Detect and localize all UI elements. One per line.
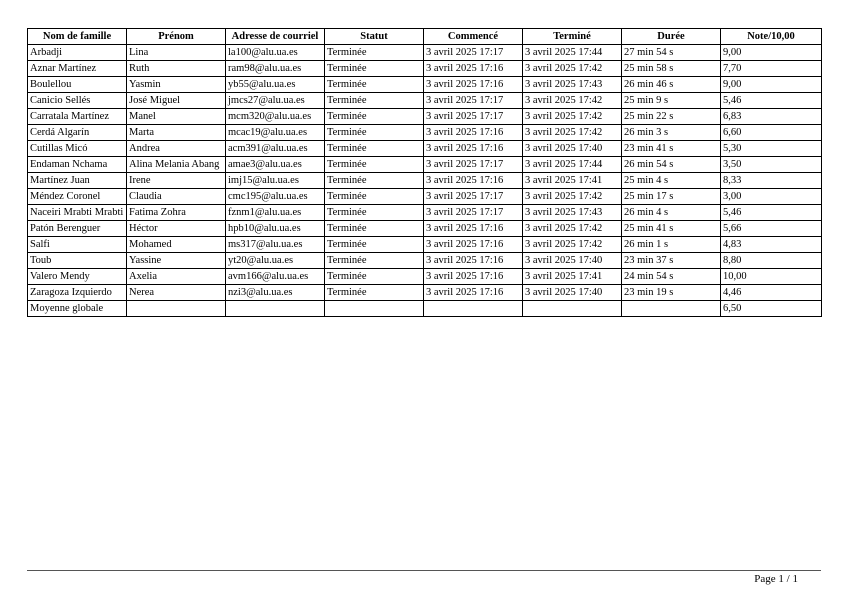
summary-cell xyxy=(226,301,325,317)
cell-email: nzi3@alu.ua.es xyxy=(226,285,325,301)
table-row xyxy=(28,237,822,253)
cell-termine: 3 avril 2025 17:43 xyxy=(523,77,622,93)
table-row xyxy=(28,221,822,237)
cell-commence: 3 avril 2025 17:16 xyxy=(424,61,523,77)
cell-duree: 25 min 4 s xyxy=(622,173,721,189)
cell-nom: Carratala Martínez xyxy=(28,109,127,125)
cell-statut: Terminée xyxy=(325,61,424,77)
cell-email: yb55@alu.ua.es xyxy=(226,77,325,93)
header-prenom: Prénom xyxy=(127,29,226,45)
table-summary xyxy=(28,301,822,317)
cell-termine: 3 avril 2025 17:41 xyxy=(523,173,622,189)
cell-duree: 23 min 19 s xyxy=(622,285,721,301)
cell-nom: Martínez Juan xyxy=(28,173,127,189)
cell-email: ram98@alu.ua.es xyxy=(226,61,325,77)
cell-commence: 3 avril 2025 17:16 xyxy=(424,77,523,93)
summary-cell xyxy=(523,301,622,317)
cell-email: acm391@alu.ua.es xyxy=(226,141,325,157)
cell-email: mcm320@alu.ua.es xyxy=(226,109,325,125)
cell-duree: 25 min 41 s xyxy=(622,221,721,237)
cell-note: 3,50 xyxy=(721,157,822,173)
cell-termine: 3 avril 2025 17:42 xyxy=(523,237,622,253)
cell-note: 6,60 xyxy=(721,125,822,141)
cell-prenom: Ruth xyxy=(127,61,226,77)
table-row xyxy=(28,189,822,205)
table-row xyxy=(28,125,822,141)
cell-note: 6,83 xyxy=(721,109,822,125)
cell-statut: Terminée xyxy=(325,173,424,189)
cell-prenom: Mohamed xyxy=(127,237,226,253)
cell-email: yt20@alu.ua.es xyxy=(226,253,325,269)
cell-email: imj15@alu.ua.es xyxy=(226,173,325,189)
cell-commence: 3 avril 2025 17:17 xyxy=(424,189,523,205)
cell-nom: Méndez Coronel xyxy=(28,189,127,205)
cell-nom: Salfi xyxy=(28,237,127,253)
header-row xyxy=(28,29,822,45)
cell-statut: Terminée xyxy=(325,125,424,141)
cell-commence: 3 avril 2025 17:16 xyxy=(424,141,523,157)
cell-prenom: Marta xyxy=(127,125,226,141)
cell-prenom: Yassine xyxy=(127,253,226,269)
cell-nom: Toub xyxy=(28,253,127,269)
cell-commence: 3 avril 2025 17:16 xyxy=(424,285,523,301)
cell-email: avm166@alu.ua.es xyxy=(226,269,325,285)
table-row xyxy=(28,45,822,61)
cell-prenom: José Miguel xyxy=(127,93,226,109)
cell-note: 9,00 xyxy=(721,77,822,93)
summary-average: 6,50 xyxy=(721,301,822,317)
cell-duree: 26 min 4 s xyxy=(622,205,721,221)
cell-termine: 3 avril 2025 17:44 xyxy=(523,157,622,173)
cell-commence: 3 avril 2025 17:17 xyxy=(424,109,523,125)
cell-nom: Naceiri Mrabti Mrabti xyxy=(28,205,127,221)
cell-statut: Terminée xyxy=(325,205,424,221)
header-commence: Commencé xyxy=(424,29,523,45)
cell-note: 4,83 xyxy=(721,237,822,253)
cell-duree: 25 min 58 s xyxy=(622,61,721,77)
cell-duree: 26 min 1 s xyxy=(622,237,721,253)
cell-email: mcac19@alu.ua.es xyxy=(226,125,325,141)
cell-note: 5,46 xyxy=(721,205,822,221)
cell-statut: Terminée xyxy=(325,269,424,285)
cell-termine: 3 avril 2025 17:40 xyxy=(523,285,622,301)
cell-duree: 26 min 46 s xyxy=(622,77,721,93)
cell-termine: 3 avril 2025 17:42 xyxy=(523,189,622,205)
table-row xyxy=(28,173,822,189)
cell-commence: 3 avril 2025 17:16 xyxy=(424,269,523,285)
cell-email: hpb10@alu.ua.es xyxy=(226,221,325,237)
summary-label: Moyenne globale xyxy=(28,301,127,317)
table-row xyxy=(28,93,822,109)
header-email: Adresse de courriel xyxy=(226,29,325,45)
cell-statut: Terminée xyxy=(325,141,424,157)
cell-prenom: Axelia xyxy=(127,269,226,285)
cell-statut: Terminée xyxy=(325,93,424,109)
cell-nom: Canicio Sellés xyxy=(28,93,127,109)
cell-commence: 3 avril 2025 17:16 xyxy=(424,173,523,189)
cell-note: 10,00 xyxy=(721,269,822,285)
table-row xyxy=(28,109,822,125)
cell-nom: Zaragoza Izquierdo xyxy=(28,285,127,301)
cell-email: jmcs27@alu.ua.es xyxy=(226,93,325,109)
cell-duree: 24 min 54 s xyxy=(622,269,721,285)
header-note: Note/10,00 xyxy=(721,29,822,45)
cell-statut: Terminée xyxy=(325,189,424,205)
cell-prenom: Alina Melania Abang xyxy=(127,157,226,173)
cell-nom: Boulellou xyxy=(28,77,127,93)
header-nom: Nom de famille xyxy=(28,29,127,45)
footer-divider xyxy=(27,570,821,571)
cell-email: ms317@alu.ua.es xyxy=(226,237,325,253)
cell-termine: 3 avril 2025 17:42 xyxy=(523,125,622,141)
cell-statut: Terminée xyxy=(325,45,424,61)
cell-commence: 3 avril 2025 17:17 xyxy=(424,205,523,221)
cell-termine: 3 avril 2025 17:42 xyxy=(523,221,622,237)
cell-nom: Aznar Martínez xyxy=(28,61,127,77)
cell-termine: 3 avril 2025 17:40 xyxy=(523,253,622,269)
cell-duree: 23 min 41 s xyxy=(622,141,721,157)
cell-commence: 3 avril 2025 17:17 xyxy=(424,45,523,61)
cell-note: 4,46 xyxy=(721,285,822,301)
cell-note: 5,66 xyxy=(721,221,822,237)
cell-commence: 3 avril 2025 17:16 xyxy=(424,237,523,253)
cell-statut: Terminée xyxy=(325,109,424,125)
table-row xyxy=(28,61,822,77)
cell-prenom: Irene xyxy=(127,173,226,189)
cell-email: cmc195@alu.ua.es xyxy=(226,189,325,205)
cell-prenom: Manel xyxy=(127,109,226,125)
summary-cell xyxy=(622,301,721,317)
cell-nom: Arbadji xyxy=(28,45,127,61)
cell-termine: 3 avril 2025 17:42 xyxy=(523,93,622,109)
summary-cell xyxy=(127,301,226,317)
header-duree: Durée xyxy=(622,29,721,45)
table-body xyxy=(28,45,822,301)
cell-commence: 3 avril 2025 17:17 xyxy=(424,93,523,109)
cell-duree: 27 min 54 s xyxy=(622,45,721,61)
cell-email: amae3@alu.ua.es xyxy=(226,157,325,173)
cell-email: la100@alu.ua.es xyxy=(226,45,325,61)
cell-termine: 3 avril 2025 17:41 xyxy=(523,269,622,285)
cell-termine: 3 avril 2025 17:42 xyxy=(523,61,622,77)
cell-note: 9,00 xyxy=(721,45,822,61)
cell-prenom: Claudia xyxy=(127,189,226,205)
cell-nom: Cutillas Micó xyxy=(28,141,127,157)
table-header xyxy=(28,29,822,45)
cell-note: 3,00 xyxy=(721,189,822,205)
table-row xyxy=(28,285,822,301)
cell-duree: 25 min 9 s xyxy=(622,93,721,109)
cell-nom: Cerdá Algarín xyxy=(28,125,127,141)
cell-statut: Terminée xyxy=(325,157,424,173)
cell-nom: Valero Mendy xyxy=(28,269,127,285)
cell-statut: Terminée xyxy=(325,237,424,253)
table-row xyxy=(28,77,822,93)
cell-commence: 3 avril 2025 17:17 xyxy=(424,157,523,173)
cell-duree: 25 min 22 s xyxy=(622,109,721,125)
cell-statut: Terminée xyxy=(325,285,424,301)
cell-note: 5,30 xyxy=(721,141,822,157)
cell-nom: Patón Berenguer xyxy=(28,221,127,237)
cell-termine: 3 avril 2025 17:40 xyxy=(523,141,622,157)
header-statut: Statut xyxy=(325,29,424,45)
summary-row xyxy=(28,301,822,317)
cell-prenom: Fatima Zohra xyxy=(127,205,226,221)
cell-termine: 3 avril 2025 17:43 xyxy=(523,205,622,221)
cell-duree: 23 min 37 s xyxy=(622,253,721,269)
cell-nom: Endaman Nchama xyxy=(28,157,127,173)
cell-prenom: Nerea xyxy=(127,285,226,301)
cell-note: 8,33 xyxy=(721,173,822,189)
cell-note: 8,80 xyxy=(721,253,822,269)
cell-note: 7,70 xyxy=(721,61,822,77)
cell-termine: 3 avril 2025 17:42 xyxy=(523,109,622,125)
table-row xyxy=(28,205,822,221)
table-row xyxy=(28,269,822,285)
cell-prenom: Lina xyxy=(127,45,226,61)
grades-table xyxy=(27,28,822,317)
cell-statut: Terminée xyxy=(325,221,424,237)
cell-prenom: Héctor xyxy=(127,221,226,237)
cell-note: 5,46 xyxy=(721,93,822,109)
cell-termine: 3 avril 2025 17:44 xyxy=(523,45,622,61)
header-termine: Terminé xyxy=(523,29,622,45)
cell-commence: 3 avril 2025 17:16 xyxy=(424,253,523,269)
cell-prenom: Andrea xyxy=(127,141,226,157)
cell-commence: 3 avril 2025 17:16 xyxy=(424,221,523,237)
summary-cell xyxy=(424,301,523,317)
cell-statut: Terminée xyxy=(325,77,424,93)
table-row xyxy=(28,157,822,173)
page-number: Page 1 / 1 xyxy=(754,573,798,585)
summary-cell xyxy=(325,301,424,317)
cell-commence: 3 avril 2025 17:16 xyxy=(424,125,523,141)
table-row xyxy=(28,141,822,157)
cell-email: fznm1@alu.ua.es xyxy=(226,205,325,221)
cell-duree: 25 min 17 s xyxy=(622,189,721,205)
cell-prenom: Yasmin xyxy=(127,77,226,93)
cell-statut: Terminée xyxy=(325,253,424,269)
cell-duree: 26 min 3 s xyxy=(622,125,721,141)
table-row xyxy=(28,253,822,269)
cell-duree: 26 min 54 s xyxy=(622,157,721,173)
